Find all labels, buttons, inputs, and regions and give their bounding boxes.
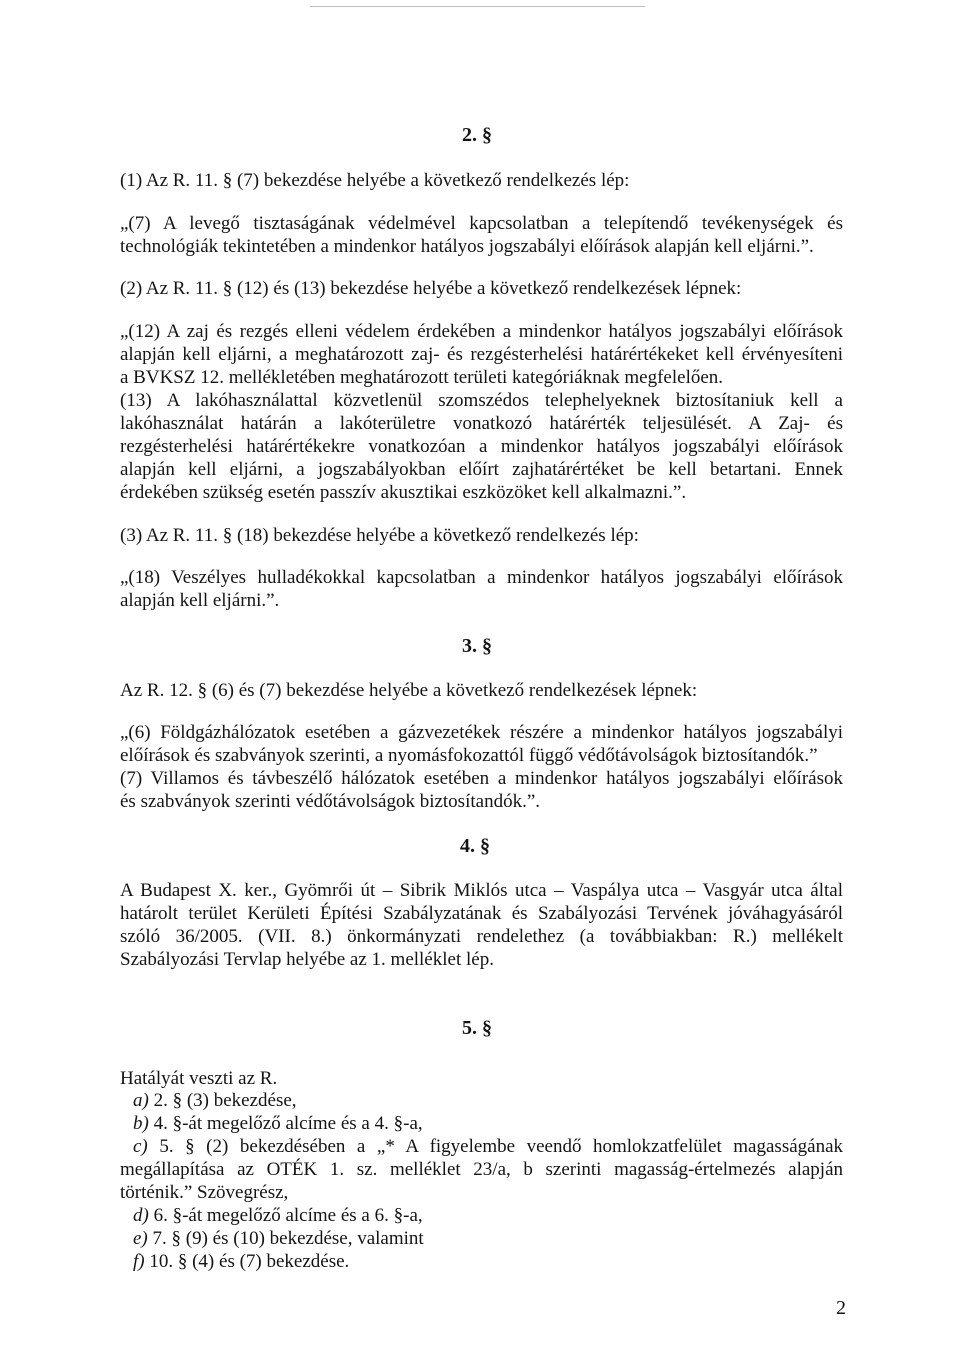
list-item-text: 4. §-át megelőző alcíme és a 4. §-a, bbox=[153, 1113, 423, 1134]
list-item bbox=[133, 1135, 843, 1159]
list-item-continuation: megállapítása az OTÉK 1. sz. melléklet 23/a, b szerinti magasság-értelmezés alapján bbox=[120, 1159, 843, 1180]
list-item-text: 6. §-át megelőző alcíme és a 6. §-a, bbox=[153, 1205, 423, 1226]
list-item-letter: b) bbox=[133, 1113, 149, 1134]
paragraph-line: rezgésterhelési határértékekre vonatkozóan a mindenkor hatályos jogszabályi előírások bbox=[120, 436, 843, 457]
paragraph-line: alapján kell eljárni.”. bbox=[120, 590, 280, 611]
paragraph-line: határolt terület Kerületi Építési Szabályzatának és Szabályozási Tervének jóváhagyásáról bbox=[120, 903, 843, 924]
list-item bbox=[133, 1112, 423, 1136]
paragraph-line: a BVKSZ 12. mellékletében meghatározott területi kategóriáknak megfelelően. bbox=[120, 367, 724, 388]
paragraph-line: (13) A lakóhasználattal közvetlenül szomszédos telephelyeknek biztosítaniuk kell a bbox=[120, 390, 843, 411]
list-item-letter: f) bbox=[133, 1251, 145, 1272]
paragraph-line: „(18) Veszélyes hulladékokkal kapcsolatban a mindenkor hatályos jogszabályi előírások bbox=[120, 567, 843, 588]
paragraph-line: A Budapest X. ker., Gyömrői út – Sibrik Miklós utca – Vaspálya utca – Vasgyár utca által bbox=[120, 880, 843, 901]
list-item bbox=[133, 1089, 297, 1113]
paragraph-line: Az R. 12. § (6) és (7) bekezdése helyébe a következő rendelkezések lépnek: bbox=[120, 680, 698, 701]
paragraph-line: (3) Az R. 11. § (18) bekezdése helyébe a következő rendelkezés lép: bbox=[120, 525, 639, 546]
paragraph-line: (2) Az R. 11. § (12) és (13) bekezdése helyébe a következő rendelkezések lépnek: bbox=[120, 278, 742, 299]
list-item bbox=[133, 1250, 349, 1274]
list-item-text: 2. § (3) bekezdése, bbox=[153, 1090, 297, 1111]
list-item-letter: a) bbox=[133, 1090, 149, 1111]
section-heading: 4. § bbox=[460, 835, 490, 857]
page-number: 2 bbox=[836, 1297, 846, 1319]
paragraph-line: előírások és szabványok szerinti, a nyomásfokozattól függő védőtávolságok biztosítandók.” bbox=[120, 745, 818, 766]
list-item-text: 5. § (2) bekezdésében a „* A figyelembe veendő homlokzatfelület magasságának bbox=[159, 1136, 843, 1157]
paragraph-line: lakóhasználat határán a lakóterületre vonatkozó határérték teljesülését. A Zaj- és bbox=[120, 413, 843, 434]
paragraph-line: (7) Villamos és távbeszélő hálózatok esetében a mindenkor hatályos jogszabályi előírások bbox=[120, 768, 843, 789]
paragraph-line: és szabványok szerinti védőtávolságok biztosítandók.”. bbox=[120, 791, 541, 812]
paragraph-line: érdekében szükség esetén passzív akusztikai eszközöket kell alkalmazni.”. bbox=[120, 482, 687, 503]
paragraph-line: „(6) Földgázhálózatok esetében a gázvezetékek részére a mindenkor hatályos jogszabályi bbox=[120, 722, 843, 743]
paragraph-line: alapján kell eljárni, a meghatározott zaj- és rezgésterhelési határértékeket kell érvényesíteni bbox=[120, 344, 843, 365]
list-item bbox=[133, 1204, 423, 1228]
section-heading: 3. § bbox=[462, 635, 492, 657]
paragraph-line: „(7) A levegő tisztaságának védelmével kapcsolatban a telepítendő tevékenységek és bbox=[120, 213, 843, 234]
scan-edge-line bbox=[310, 6, 645, 7]
list-item-continuation: történik.” Szövegrész, bbox=[120, 1182, 289, 1203]
list-item-text: 7. § (9) és (10) bekezdése, valamint bbox=[152, 1228, 424, 1249]
paragraph-line: technológiák tekintetében a mindenkor hatályos jogszabályi előírások alapján kell eljárni.”. bbox=[120, 236, 814, 257]
section-heading: 2. § bbox=[462, 124, 492, 146]
list-item-text: 10. § (4) és (7) bekezdése. bbox=[149, 1251, 350, 1272]
list-item-letter: e) bbox=[133, 1228, 148, 1249]
paragraph-line: alapján kell eljárni, a jogszabályokban előírt zajhatárértéket be kell betartani. Ennek bbox=[120, 459, 843, 480]
section-heading: 5. § bbox=[462, 1017, 492, 1039]
paragraph-line: „(12) A zaj és rezgés elleni védelem érdekében a mindenkor hatályos jogszabályi előírások bbox=[120, 321, 843, 342]
list-item bbox=[133, 1227, 424, 1251]
list-item-letter: d) bbox=[133, 1205, 149, 1226]
paragraph-line: Szabályozási Tervlap helyébe az 1. melléklet lép. bbox=[120, 949, 494, 970]
paragraph-line: Hatályát veszti az R. bbox=[120, 1068, 278, 1089]
paragraph-line: szóló 36/2005. (VII. 8.) önkormányzati rendelethez (a továbbiakban: R.) mellékelt bbox=[120, 926, 843, 947]
list-item-letter: c) bbox=[133, 1136, 148, 1157]
paragraph-line: (1) Az R. 11. § (7) bekezdése helyébe a következő rendelkezés lép: bbox=[120, 170, 630, 191]
